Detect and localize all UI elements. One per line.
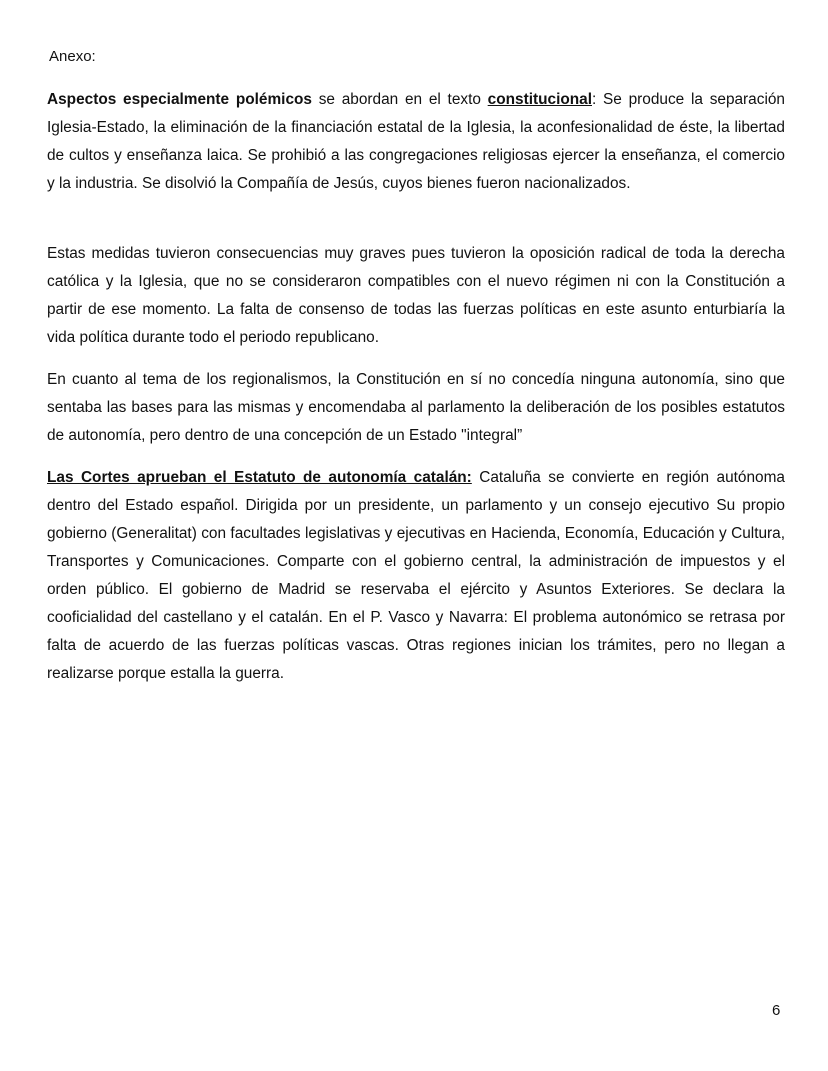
annex-label: Anexo: xyxy=(49,48,96,65)
paragraph-text: Cataluña se convierte en región autónoma dentro del Estado español. Dirigida por un presidente, un parlamento y un consejo ejecutivo Su propio gobierno (Generalitat) con facultades legislativas y ejecutivas en Hacienda, Economía, Educación y Cultura, Transportes y Comunicaciones. Comparte con el gobierno central, la administración de impuestos y el orden público. El gobierno de Madrid se reservaba el ejército y Asuntos Exteriores. Se declara la cooficialidad del castellano y el catalán. En el P. Vasco y Navarra: El problema autonómico se retrasa por falta de acuerdo de las fuerzas políticas vascas. Otras regiones inician los trámites, pero no llegan a realizarse porque estalla la guerra. xyxy=(47,469,785,682)
section-heading: Las Cortes aprueban el Estatuto de autonomía catalán: xyxy=(47,469,472,486)
paragraph-text: : Se produce la separación Iglesia-Estado, la eliminación de la financiación estatal de la Iglesia, la aconfesionalidad de éste, la libertad de cultos y enseñanza laica. Se prohibió a las congregaciones religiosas ejercer la enseñanza, el comercio y la industria. Se disolvió la Compañía de Jesús, cuyos bienes fueron nacionalizados. xyxy=(47,91,785,192)
paragraph-regionalisms: En cuanto al tema de los regionalismos, la Constitución en sí no concedía ninguna autonomía, sino que sentaba las bases para las mismas y encomendaba al parlamento la deliberación de los posibles estatutos de autonomía, pero dentro de una concepción de un Estado "integral” xyxy=(47,371,785,444)
paragraph-lead-underlined: constitucional xyxy=(487,91,592,108)
paragraph-lead-bold: Aspectos especialmente polémicos xyxy=(47,91,312,108)
paragraph-consequences: Estas medidas tuvieron consecuencias muy graves pues tuvieron la oposición radical de toda la derecha católica y la Iglesia, que no se consideraron compatibles con el nuevo régimen ni con la Constitución a partir de ese momento. La falta de consenso de todas las fuerzas políticas en este asunto enturbiaría la vida política durante todo el periodo republicano. xyxy=(47,245,785,346)
paragraph-catalan-statute xyxy=(47,464,785,688)
page-number: 6 xyxy=(772,1002,781,1019)
paragraph-text: se abordan en el texto xyxy=(311,91,488,108)
paragraph-church-state xyxy=(47,86,785,198)
